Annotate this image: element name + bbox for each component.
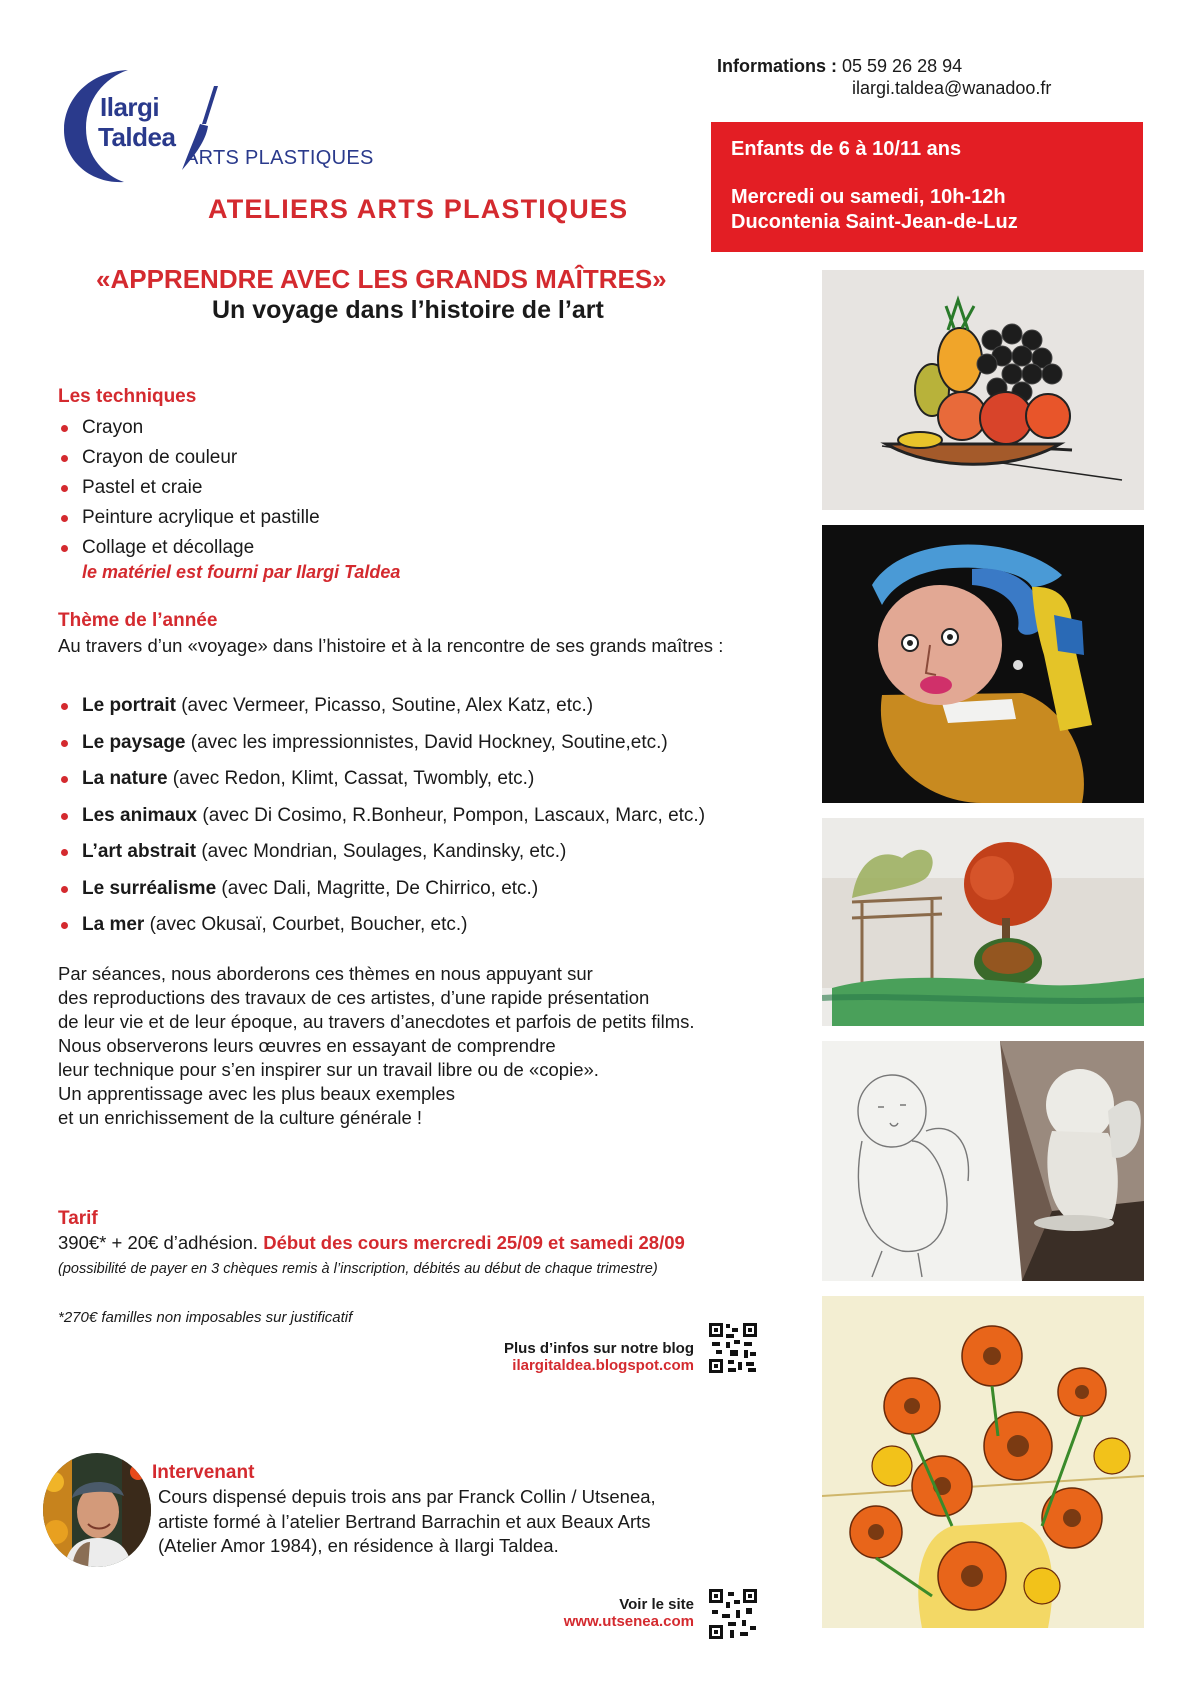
logo-line-1: Ilargi <box>100 92 160 122</box>
list-item: Crayon <box>58 413 320 443</box>
schedule-box <box>711 122 1143 252</box>
logo-line-2: Taldea <box>98 122 176 152</box>
tarif-title: Tarif <box>58 1208 98 1229</box>
intervenant-title: Intervenant <box>152 1462 255 1483</box>
blog-url[interactable]: ilargitaldea.blogspot.com <box>512 1357 694 1374</box>
page-title: ATELIERS ARTS PLASTIQUES <box>208 194 629 224</box>
schedule-place: Ducontenia Saint-Jean-de-Luz <box>731 211 1018 233</box>
theme-list <box>58 688 705 944</box>
cherub-sketch-photo-image <box>822 1041 1144 1281</box>
girl-with-pearl-earring-painting-image <box>822 525 1144 803</box>
paragraph-line: Par séances, nous aborderons ces thèmes en nous appuyant sur <box>58 963 593 984</box>
techniques-list <box>58 413 320 563</box>
blog-link[interactable] <box>400 1340 694 1374</box>
logo <box>58 66 388 186</box>
theme-intro: Au travers d’un «voyage» dans l’histoire et à la rencontre de ses grands maîtres : <box>58 635 724 656</box>
list-item: Peinture acrylique et pastille <box>58 503 320 533</box>
theme-name: Le paysage <box>82 731 186 753</box>
theme-artists: (avec les impressionnistes, David Hockney, Soutine,etc.) <box>185 731 668 753</box>
main-title: «APPRENDRE AVEC LES GRANDS MAÎTRES» <box>96 264 667 294</box>
blog-label: Plus d’infos sur notre blog <box>503 1340 694 1357</box>
schedule-age: Enfants de 6 à 10/11 ans <box>731 138 962 160</box>
theme-artists: (avec Vermeer, Picasso, Soutine, Alex Katz, etc.) <box>175 695 594 716</box>
list-item <box>58 871 705 908</box>
theme-artists: (avec Okusaï, Courbet, Boucher, etc.) <box>144 914 468 935</box>
theme-name: La mer <box>82 914 145 935</box>
tarif-price: 390€* + 20€ d’adhésion. <box>58 1232 259 1253</box>
list-item <box>58 761 705 798</box>
qr-code-icon[interactable] <box>708 1588 758 1640</box>
intervenant-text <box>158 1485 656 1559</box>
paragraph-line: Cours dispensé depuis trois ans par Franck Collin / Utsenea, <box>158 1486 656 1507</box>
list-item <box>58 725 705 762</box>
list-item <box>58 798 705 835</box>
paragraph-line: et un enrichissement de la culture générale ! <box>58 1107 423 1128</box>
paragraph-line: (Atelier Amor 1984), en résidence à Ilargi Taldea. <box>158 1535 559 1556</box>
description-paragraph <box>58 962 695 1130</box>
logo-line-3: ARTS PLASTIQUES <box>185 147 374 169</box>
paragraph-line: des reproductions des travaux de ces artistes, d’une rapide présentation <box>58 987 650 1008</box>
list-item <box>58 907 705 944</box>
list-item: Collage et décollage <box>58 533 320 563</box>
paragraph-line: Nous observerons leurs œuvres en essayant de comprendre <box>58 1035 556 1056</box>
theme-artists: (avec Di Cosimo, R.Bonheur, Pompon, Lascaux, Marc, etc.) <box>197 804 706 826</box>
schedule-time: Mercredi ou samedi, 10h-12h <box>731 186 1006 208</box>
theme-name: Les animaux <box>82 804 198 826</box>
theme-artists: (avec Dali, Magritte, De Chirrico, etc.) <box>216 877 539 899</box>
tarif-start: Début des cours mercredi 25/09 et samedi 28/09 <box>263 1232 685 1253</box>
qr-code-icon[interactable] <box>708 1322 758 1374</box>
paragraph-line: de leur vie et de leur époque, au travers d’anecdotes et parfois de petits films. <box>58 1011 695 1032</box>
paragraph-line: Un apprentissage avec les plus beaux exemples <box>58 1083 455 1104</box>
techniques-title: Les techniques <box>58 386 197 407</box>
tarif-line <box>58 1231 685 1255</box>
info-line <box>717 56 962 77</box>
tarif-note: (possibilité de payer en 3 chèques remis à l’inscription, débités au début de chaque trimestre) <box>58 1261 658 1277</box>
site-url[interactable]: www.utsenea.com <box>563 1613 694 1630</box>
subtitle: Un voyage dans l’histoire de l’art <box>212 296 604 324</box>
list-item: Crayon de couleur <box>58 443 320 473</box>
artist-portrait-avatar <box>42 1452 152 1568</box>
theme-artists: (avec Mondrian, Soulages, Kandinsky, etc.) <box>196 841 567 862</box>
theme-name: L’art abstrait <box>82 841 197 862</box>
theme-name: La nature <box>82 768 168 789</box>
material-note: le matériel est fourni par Ilargi Taldea <box>82 562 401 582</box>
theme-artists: (avec Redon, Klimt, Cassat, Twombly, etc.) <box>167 768 535 789</box>
info-phone: 05 59 26 28 94 <box>842 56 963 76</box>
paragraph-line: artiste formé à l’atelier Bertrand Barrachin et aux Beaux Arts <box>158 1510 651 1532</box>
fruit-basket-drawing-image <box>822 270 1144 510</box>
list-item: Pastel et craie <box>58 473 320 503</box>
sunflowers-painting-image <box>822 1296 1144 1628</box>
theme-name: Le portrait <box>82 695 176 716</box>
theme-title: Thème de l’année <box>58 610 218 631</box>
site-link[interactable] <box>450 1596 694 1630</box>
landscape-watercolor-image <box>822 818 1144 1026</box>
paragraph-line: leur technique pour s’en inspirer sur un travail libre ou de «copie». <box>58 1059 599 1080</box>
info-email: ilargi.taldea@wanadoo.fr <box>852 78 1052 98</box>
info-label: Informations : <box>717 56 837 76</box>
list-item <box>58 834 705 871</box>
list-item <box>58 688 705 725</box>
tarif-footnote: *270€ familles non imposables sur justificatif <box>58 1309 353 1326</box>
site-label: Voir le site <box>619 1596 694 1613</box>
theme-name: Le surréalisme <box>82 877 217 899</box>
